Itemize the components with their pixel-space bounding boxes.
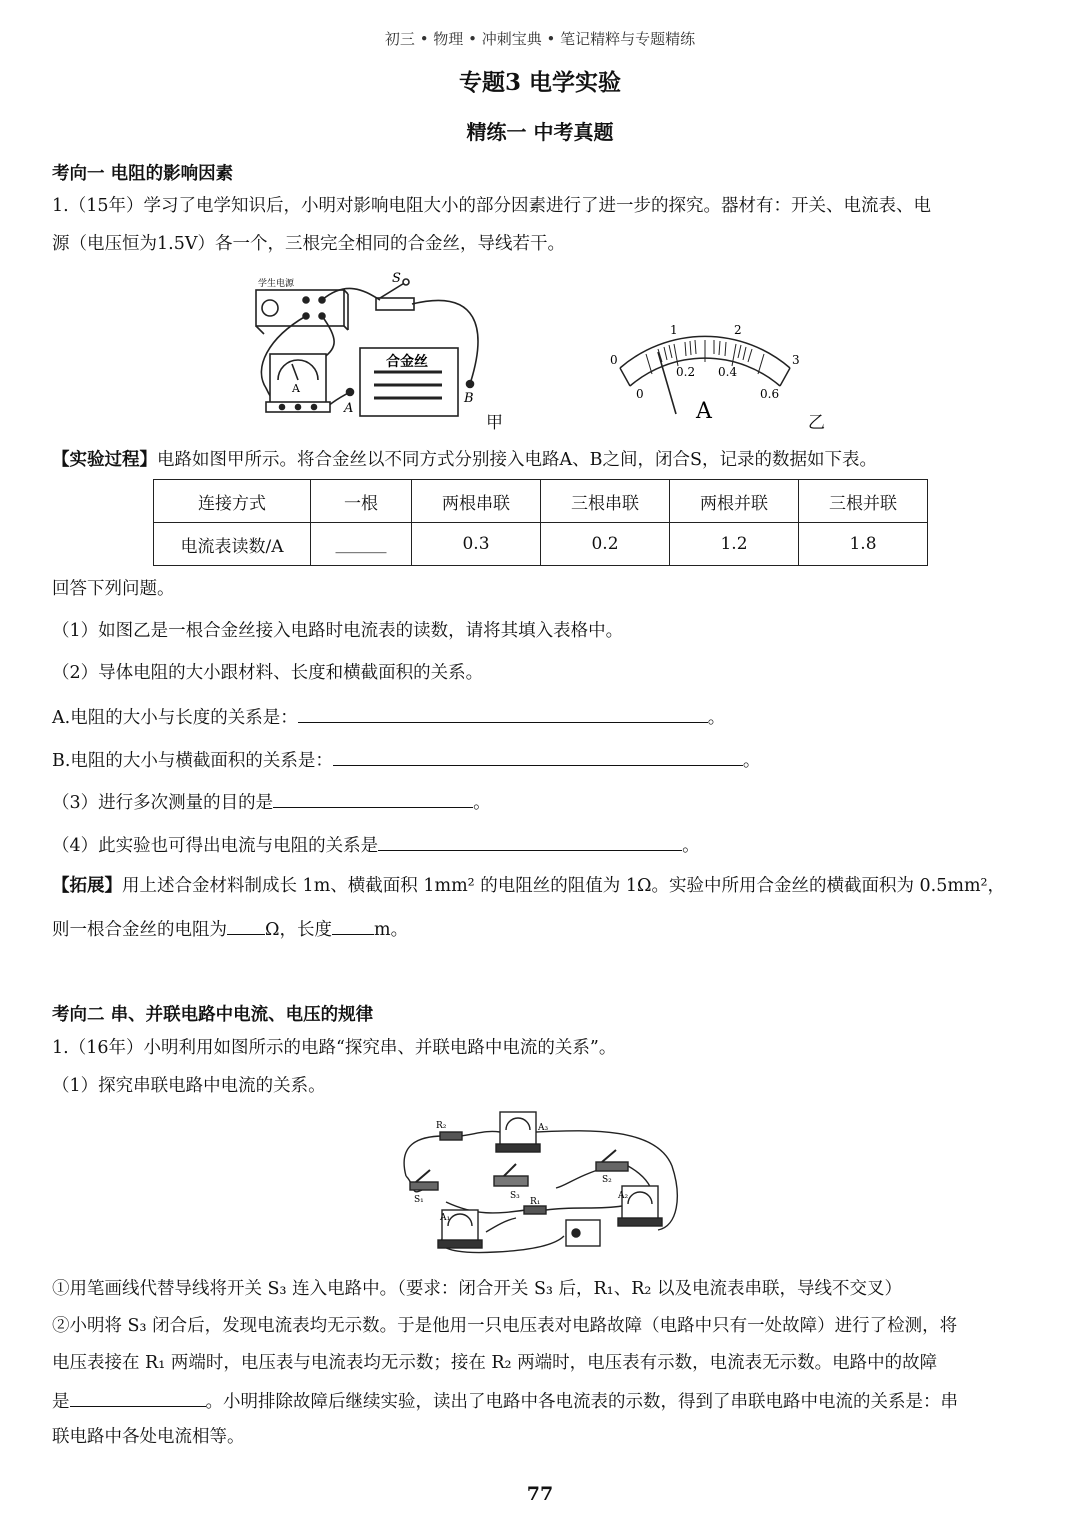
- dial-bottom-02: 0.2: [676, 365, 696, 379]
- section1-heading: 考向一 电阻的影响因素: [52, 164, 234, 184]
- dial-bottom-04: 0.4: [718, 365, 738, 379]
- answer-intro: 回答下列问题。: [52, 579, 175, 599]
- label-a1: A₁: [440, 1213, 451, 1223]
- point-a-label: A: [344, 401, 354, 416]
- dial-bottom-0: 0: [636, 387, 644, 401]
- switch-label: S: [392, 271, 401, 286]
- topic-title: 专题3 电学实验: [458, 69, 621, 96]
- step2-line3-a: 是: [52, 1392, 70, 1412]
- answer-blank-a[interactable]: [298, 704, 708, 723]
- page-number: 77: [526, 1483, 554, 1505]
- sub-question-b: [52, 747, 760, 773]
- label-s2: S₂: [602, 1175, 612, 1185]
- dial-top-0: 0: [610, 353, 618, 367]
- extension-label: 【拓展】: [52, 876, 122, 896]
- period: 。: [473, 793, 491, 813]
- label-r1: R₁: [530, 1197, 541, 1207]
- sub-a-text: A.电阻的大小与长度的关系是：: [52, 708, 298, 728]
- dial-top-2: 2: [734, 323, 742, 337]
- answer-blank-4[interactable]: [378, 832, 682, 851]
- table-header-cell: 两根串联: [412, 480, 541, 523]
- sub-question-4: [52, 832, 700, 858]
- dial-unit-label: A: [696, 399, 712, 424]
- table-header-cell: 三根串联: [541, 480, 670, 523]
- ext-c-text: m。: [374, 920, 409, 940]
- process-line: [52, 448, 877, 472]
- answer-blank-length[interactable]: [332, 916, 374, 935]
- table-header-cell: 三根并联: [799, 480, 928, 523]
- data-table: [153, 479, 928, 566]
- extension-line2: [52, 916, 408, 942]
- sub-question-a: [52, 704, 725, 730]
- dial-bottom-06: 0.6: [760, 387, 780, 401]
- ammeter-label: A: [292, 382, 300, 395]
- table-cell: 0.2: [541, 523, 670, 566]
- section2-heading: 考向二 串、并联电路中电流、电压的规律: [52, 1005, 374, 1025]
- table-row: [154, 523, 928, 566]
- answer-blank-b[interactable]: [333, 747, 743, 766]
- ext-a-text: 则一根合金丝的电阻为: [52, 920, 227, 940]
- sub-b-text: B.电阻的大小与横截面积的关系是：: [52, 751, 333, 771]
- step2-line2: 电压表接在 R₁ 两端时，电压表与电流表均无示数；接在 R₂ 两端时，电压表有示数，电流表无示数。电路中的故障: [52, 1353, 938, 1373]
- table-header-cell: 连接方式: [154, 480, 311, 523]
- figure-yi-caption: 乙: [808, 413, 825, 433]
- table-cell: 1.2: [670, 523, 799, 566]
- page-header: 初三 • 物理 • 冲刺宝典 • 笔记精粹与专题精练: [384, 30, 696, 48]
- label-r2: R₂: [436, 1121, 447, 1131]
- process-text: 电路如图甲所示。将合金丝以不同方式分别接入电路A、B之间，闭合S，记录的数据如下表。: [157, 450, 877, 470]
- answer-blank-3[interactable]: [273, 789, 473, 808]
- answer-blank-resistance[interactable]: [227, 916, 265, 935]
- s2-question-1: 1.（16年）小明利用如图所示的电路“探究串、并联电路中电流的关系”。: [52, 1038, 617, 1058]
- sub-question-2: （2）导体电阻的大小跟材料、长度和横截面积的关系。: [52, 663, 484, 683]
- extension-line1: [52, 874, 1005, 898]
- table-cell: 0.3: [412, 523, 541, 566]
- practice-subtitle: 精练一 中考真题: [466, 120, 614, 144]
- sub-question-1: （1）如图乙是一根合金丝接入电路时电流表的读数，请将其填入表格中。: [52, 621, 624, 641]
- table-cell: 电流表读数/A: [154, 523, 311, 566]
- ammeter-dial-figure-yi: [600, 318, 820, 428]
- circuit-figure-2: [396, 1106, 686, 1258]
- step2-line3-b: 。小明排除故障后继续实验，读出了电路中各电流表的示数，得到了串联电路中电流的关系是：串: [205, 1392, 958, 1412]
- period: 。: [742, 751, 761, 771]
- step1-text: ①用笔画线代替导线将开关 S₃ 连入电路中。（要求：闭合开关 S₃ 后，R₁、R₂ 以及电流表串联，导线不交叉）: [52, 1279, 902, 1299]
- period: 。: [682, 836, 700, 856]
- circuit-figure-jia: [248, 268, 508, 430]
- sub-question-3: [52, 789, 491, 815]
- sub-4-text: （4）此实验也可得出电流与电阻的关系是: [52, 836, 379, 856]
- table-header-cell: 一根: [311, 480, 412, 523]
- table-header-row: [154, 480, 928, 523]
- label-s1: S₁: [414, 1195, 424, 1205]
- ext-b-text: Ω，长度: [265, 920, 333, 940]
- point-b-label: B: [464, 391, 474, 406]
- step2-line1: ②小明将 S₃ 闭合后，发现电流表均无示数。于是他用一只电压表对电路故障（电路中只有一处故障）进行了检测，将: [52, 1316, 958, 1336]
- period: 。: [707, 708, 726, 728]
- table-cell-blank[interactable]: ______: [311, 523, 412, 566]
- label-a3: A₃: [538, 1123, 549, 1133]
- extension-text: 用上述合金材料制成长 1m、横截面积 1mm² 的电阻丝的阻值为 1Ω。实验中所用合金丝的横截面积为 0.5mm²，: [122, 876, 1006, 896]
- figure-jia-caption: 甲: [486, 413, 503, 433]
- dial-top-1: 1: [670, 323, 678, 337]
- step2-line3: [52, 1388, 958, 1414]
- process-label: 【实验过程】: [52, 450, 157, 470]
- alloy-box-label: 合金丝: [386, 354, 428, 370]
- q1-line1: 1.（15年）学习了电学知识后，小明对影响电阻大小的部分因素进行了进一步的探究。器材有：开关、电流表、电: [52, 196, 931, 216]
- power-supply-label: 学生电源: [258, 279, 295, 289]
- table-cell: 1.8: [799, 523, 928, 566]
- s2-sub-question-1: （1）探究串联电路中电流的关系。: [52, 1076, 326, 1096]
- label-s3: S₃: [510, 1191, 520, 1201]
- answer-blank-fault[interactable]: [70, 1388, 206, 1407]
- q1-line2: 源（电压恒为1.5V）各一个，三根完全相同的合金丝，导线若干。: [52, 234, 565, 254]
- label-a2: A₂: [618, 1191, 629, 1201]
- table-header-cell: 两根并联: [670, 480, 799, 523]
- step2-line4: 联电路中各处电流相等。: [52, 1427, 245, 1447]
- dial-top-3: 3: [792, 353, 800, 367]
- sub-3-text: （3）进行多次测量的目的是: [52, 793, 274, 813]
